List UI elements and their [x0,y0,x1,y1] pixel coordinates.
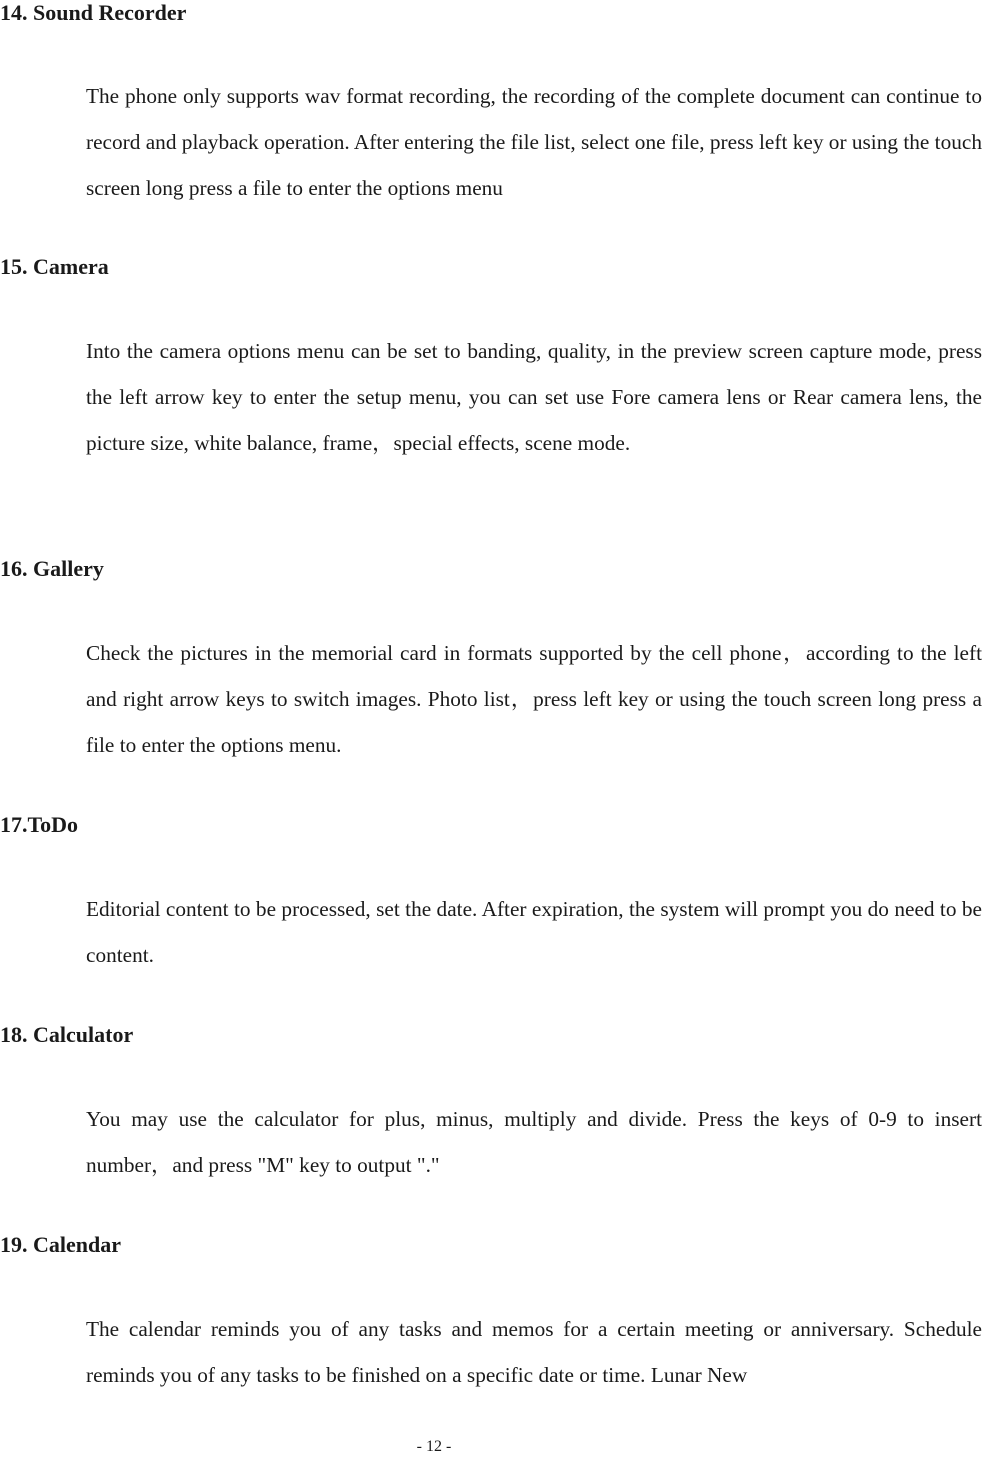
section-heading-sound-recorder: 14. Sound Recorder [0,0,187,25]
section-body-calculator: You may use the calculator for plus, minus, multiply and divide. Press the keys of 0-9 to insert number，and press "M" key to output "." [86,1107,982,1177]
section-body-calendar: The calendar reminds you of any tasks and memos for a certain meeting or anniversary. Schedule reminds you of any tasks to be finished on a specific date or time. Lunar New [86,1317,982,1387]
page-number: - 12 - [416,1438,452,1455]
section-heading-gallery: 16. Gallery [0,556,104,581]
section-body-sound-recorder: The phone only supports wav format recording, the recording of the complete document can continue to record and playback operation. After entering the file list, select one file, press left key or using the touch screen long press a file to enter the options menu [86,84,982,200]
section-heading-todo: 17.ToDo [0,812,79,837]
section-body-todo: Editorial content to be processed, set the date. After expiration, the system will prompt you do need to be content. [86,897,982,967]
section-heading-camera: 15. Camera [0,254,109,279]
section-heading-calculator: 18. Calculator [0,1022,134,1047]
section-heading-calendar: 19. Calendar [0,1232,121,1257]
section-body-gallery: Check the pictures in the memorial card in formats supported by the cell phone，according to the left and right arrow keys to switch images. Photo list，press left key or using the touch screen long press a file to enter the options menu. [86,641,982,757]
section-body-camera: Into the camera options menu can be set to banding, quality, in the preview screen capture mode, press the left arrow key to enter the setup menu, you can set use Fore camera lens or Rear camera lens, the picture size, white balance, frame，special effects, scene mode. [86,339,982,455]
